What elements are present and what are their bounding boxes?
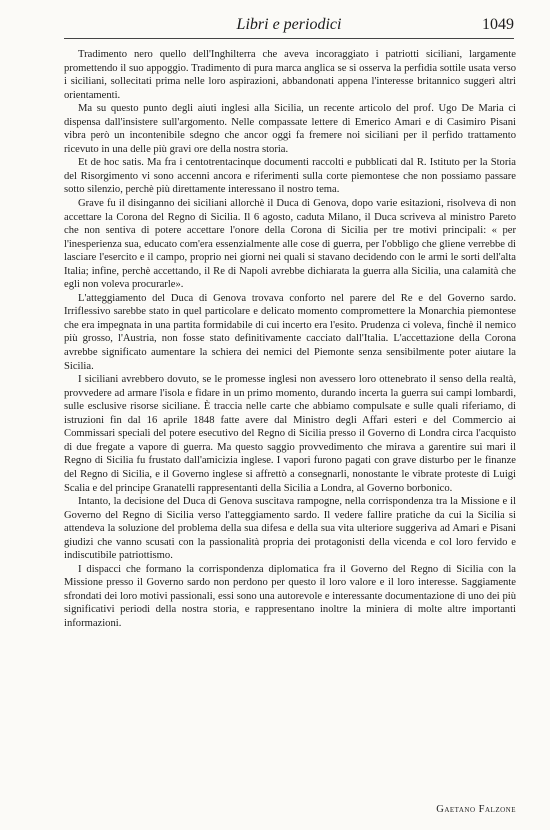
paragraph-5: L'atteggiamento del Duca di Genova trovava conforto nel parere del Re e del Governo sardo. Irriflessivo sarebbe stato in quel particolare e delicato momento compromettere la Monarchia piemontese che era impegnata in una partita formidabile di cui incerto era l'esito. Prudenza ci voleva, finchè il nemico più grosso, l'Austria, non fosse stato definitivamente cacciato dall'Italia. L'accettazione della Corona avrebbe significato aumentare la schiera dei nemici del Piemonte senza sensibilmente poter aiutare la Sicilia. <box>64 292 516 372</box>
paragraph-8: I dispacci che formano la corrispondenza diplomatica fra il Governo del Regno di Sicilia con la Missione presso il Governo sardo non perdono per questo il loro valore e il loro interesse. Saggiamente sfrondati dei loro motivi passionali, essi sono una autorevole e interessante documentazione di uno dei più significativi periodi della nostra storia, e rappresentano inoltre la miniera di molte altre importanti informazioni. <box>64 563 516 629</box>
paragraph-7: Intanto, la decisione del Duca di Genova suscitava rampogne, nella corrispondenza tra la Missione e il Governo del Regno di Sicilia verso l'atteggiamento sardo. Il vedere fallire pratiche da cui la Sicilia si attendeva la soluzione del problema della sua difesa e della sua vita ulteriore suggeriva ad Amari e Pisani giudizi che vanno scusati con la passionalità propria dei protagonisti della vicenda e col loro fervido e indiscutibile patriottismo. <box>64 496 516 562</box>
running-header <box>64 14 514 39</box>
paragraph-1: Tradimento nero quello dell'Inghilterra che aveva incoraggiato i patriotti siciliani, largamente promettendo il suo appoggio. Tradimento di pura marca anglica se si osserva la perfidia sottile usata verso i siciliani, sollecitati prima nelle loro aspirazioni, abbandonati appena l'interesse britannico suggerì altri orientamenti. <box>64 49 516 101</box>
paragraph-3: Et de hoc satis. Ma fra i centotrentacinque documenti raccolti e pubblicati dal R. Istituto per la Storia del Risorgimento vi sono accenni ancora e riferimenti sulla corte piemontese che non possiamo passare sotto silenzio, perchè più direttamente interessano il nostro tema. <box>64 157 516 196</box>
page-number: 1049 <box>482 16 514 33</box>
journal-section-title: Libri e periodici <box>236 16 342 33</box>
paragraph-6: I siciliani avrebbero dovuto, se le promesse inglesi non avessero loro ottenebrato il senso della realtà, provvedere ad armare l'isola e fidare in un primo momento, durando incerta la guerra sui campi lombardi, sulle esclusive risorse siciliane. È traccia nelle carte che abbiamo compulsate e sulle quali riferiamo, di istruzioni fin dal 16 aprile 1848 fatte avere dal Ministro degli Affari esteri e del Commercio ai Commissari speciali del potere esecutivo del Regno di Sicilia presso il Governo di Londra circa l'acquisto di due fregate a vapore di guerra. Ma questo saggio provvedimento che mirava a garentire sui mari il Regno di Sicilia fu frustato dall'amicizia inglese. I vapori furono pagati con grave disturbo per le finanze del Regno di Sicilia, e il Governo inglese si affrettò a consegnarli, nonostante le vibrate proteste di Luigi Scalia e del principe Granatelli rappresentanti della Sicilia a Londra, al Governo borbonico. <box>64 374 516 494</box>
paragraph-4: Grave fu il disinganno dei siciliani allorchè il Duca di Genova, dopo varie esitazioni, risolveva di non accettare la Corona del Regno di Sicilia. Il 6 agosto, caduta Milano, il Duca scriveva al ministro Pareto che non sentiva di potere accettare l'onore della Corona di Sicilia per tre motivi principali: « per l'inesperienza sua, educato com'era essenzialmente alle cose di guerra, per l'obbligo che gliene verrebbe di lasciare l'esercito e il campo, proprio nei giorni nei quali si stavano decidendo con le armi le sorti dell'alta Italia; infine, perchè accettando, il Re di Napoli avrebbe dichiarata la guerra alla Sicilia, una calamità che egli non voleva procurarle». <box>64 198 516 291</box>
author-signature: Gaetano Falzone <box>436 804 516 815</box>
paragraph-2: Ma su questo punto degli aiuti inglesi alla Sicilia, un recente articolo del prof. Ugo De Maria ci dispensa dall'insistere sull'argomento. Nelle compassate lettere di Emerico Amari e di Casimiro Pisani vibra però un incontenibile sdegno che ancor oggi fa fremere noi siciliani per il perfido trattamento ricevuto in una delle più gravi ore della nostra storia. <box>64 103 516 155</box>
article-body <box>64 48 516 631</box>
